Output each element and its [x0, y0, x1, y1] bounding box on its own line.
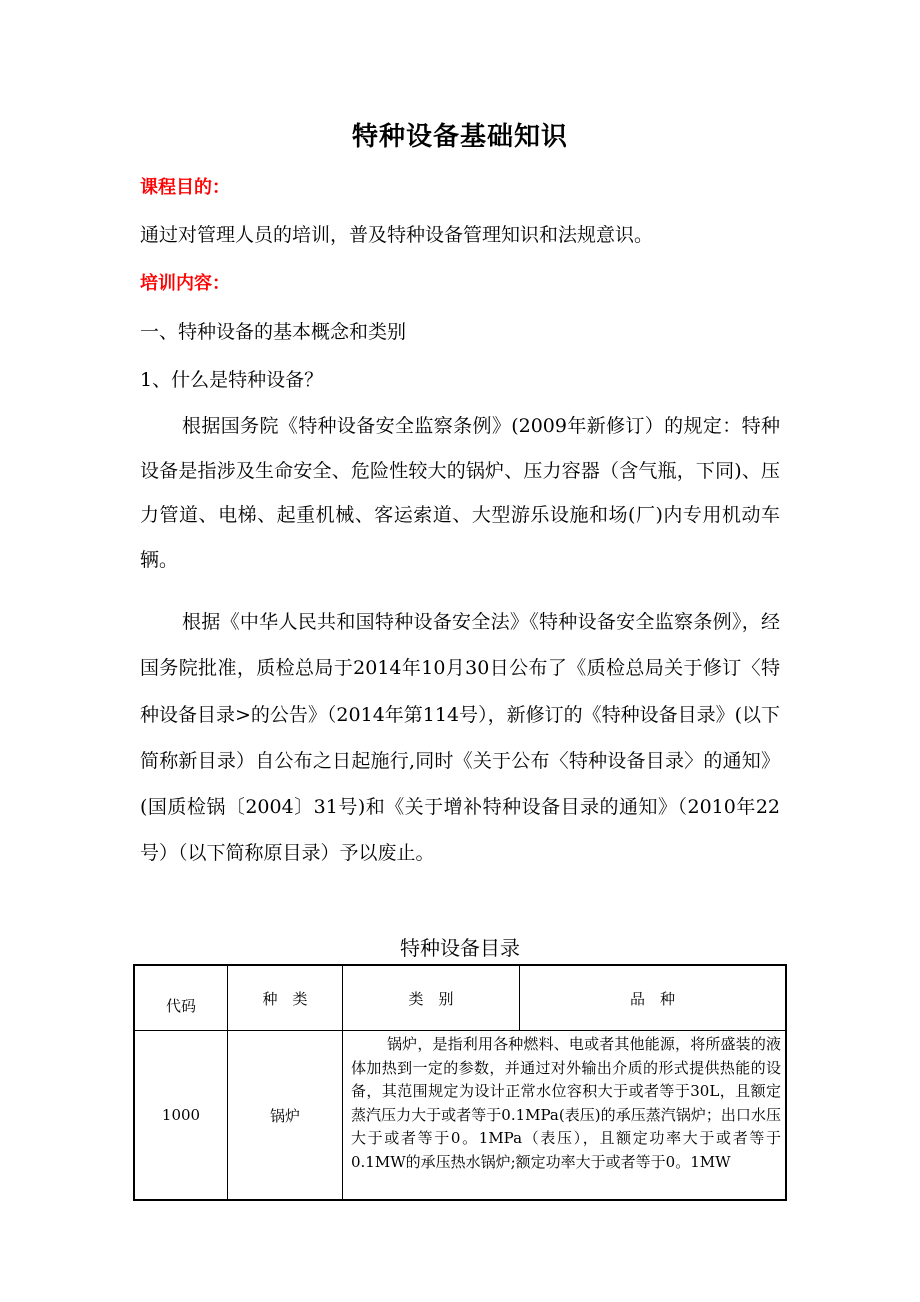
header-code: 代码	[134, 965, 228, 1031]
table-title: 特种设备目录	[400, 936, 520, 960]
header-category: 类 别	[343, 965, 520, 1031]
row-description	[343, 1031, 787, 1201]
training-content-heading: 培训内容：	[140, 273, 230, 294]
paragraph-regulation-definition: 根据国务院《特种设备安全监察条例》(2009年新修订）的规定：特种设备是指涉及生命安全、危险性较大的锅炉、压力容器（含气瓶，下同)、压力管道、电梯、起重机械、客运索道、大型游乐设施和场(厂)内专用机动车辆。	[140, 415, 780, 571]
header-variety: 品 种	[520, 965, 787, 1031]
document-title: 特种设备基础知识	[351, 122, 568, 152]
question-heading-1: 1、什么是特种设备？	[140, 369, 324, 391]
course-goal-heading: 课程目的：	[140, 177, 230, 198]
special-equipment-catalog-table	[133, 964, 787, 1201]
row-description-text: 锅炉，是指利用各种燃料、电或者其他能源，将所盛装的液体加热到一定的参数，并通过对外输出介质的形式提供热能的设备，其范围规定为设计正常水位容积大于或者等于30L，且额定蒸汽压力大于或者等于0.1MPa(表压)的承压蒸汽锅炉；出口水压大于或者等于0。1MPa（表压），且额定功率大于或者等于0.1MW的承压热水锅炉;额定功率大于或者等于0。1MW	[351, 1035, 781, 1171]
section-heading-1: 一、特种设备的基本概念和类别	[140, 321, 407, 343]
course-goal-text: 通过对管理人员的培训，普及特种设备管理知识和法规意识。	[140, 224, 654, 246]
paragraph-catalog-announcement: 根据《中华人民共和国特种设备安全法》《特种设备安全监察条例》，经国务院批准，质检总局于2014年10月30日公布了《质检总局关于修订〈特种设备目录>的公告》（2014年第114号），新修订的《特种设备目录》(以下简称新目录）自公布之日起施行,同时《关于公布〈特种设备目录〉的通知》(国质检锅〔2004〕31号)和《关于增补特种设备目录的通知》（2010年22号）（以下简称原目录）予以废止。	[140, 611, 780, 865]
header-kind: 种 类	[228, 965, 343, 1031]
table-row	[134, 1031, 786, 1201]
row-kind: 锅炉	[228, 1031, 343, 1201]
table-header-row	[134, 965, 786, 1031]
row-code: 1000	[134, 1031, 228, 1201]
